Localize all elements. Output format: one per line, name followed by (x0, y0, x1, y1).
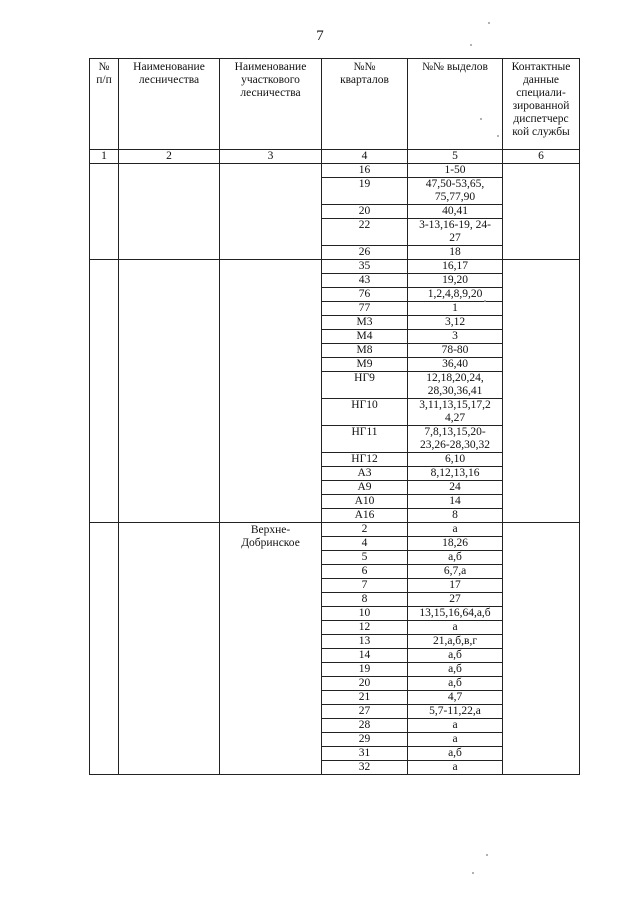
scan-speck (484, 300, 486, 302)
header-district: Наименование участкового лесничества (220, 59, 322, 150)
scan-speck (486, 854, 488, 856)
allotment-cell: 3,11,13,15,17,2 4,27 (408, 399, 503, 426)
district-cell (220, 260, 322, 523)
allotment-cell: 17 (408, 579, 503, 593)
allotment-cell: а (408, 761, 503, 775)
contacts-cell (503, 164, 580, 260)
allotment-cell: 47,50-53,65, 75,77,90 (408, 178, 503, 205)
table-row (90, 260, 580, 274)
allotment-cell: 18,26 (408, 537, 503, 551)
allotment-cell: 7,8,13,15,20- 23,26-28,30,32 (408, 426, 503, 453)
quarter-cell: А10 (322, 495, 408, 509)
scan-speck (470, 44, 472, 46)
scan-speck (488, 22, 490, 24)
quarter-cell: М3 (322, 316, 408, 330)
forestry-cell (119, 523, 220, 775)
quarter-cell: 35 (322, 260, 408, 274)
allotment-cell: а,б (408, 649, 503, 663)
page-number: 7 (316, 28, 324, 44)
column-number: 3 (220, 150, 322, 164)
district-cell: Верхне- Добринское (220, 523, 322, 775)
quarter-cell: А9 (322, 481, 408, 495)
allotment-cell: 24 (408, 481, 503, 495)
quarter-cell: 76 (322, 288, 408, 302)
scan-speck (472, 872, 474, 874)
allotment-cell: а (408, 523, 503, 537)
quarter-cell: НГ9 (322, 372, 408, 399)
column-number: 6 (503, 150, 580, 164)
quarter-cell: 20 (322, 677, 408, 691)
quarter-cell: 29 (322, 733, 408, 747)
quarter-cell: 14 (322, 649, 408, 663)
quarter-cell: НГ12 (322, 453, 408, 467)
allotment-cell: 21,а,б,в,г (408, 635, 503, 649)
quarter-cell: 5 (322, 551, 408, 565)
quarter-cell: 22 (322, 219, 408, 246)
quarter-cell: 7 (322, 579, 408, 593)
allotment-cell: 1 (408, 302, 503, 316)
quarter-cell: 21 (322, 691, 408, 705)
allotment-cell: 18 (408, 246, 503, 260)
quarter-cell: 28 (322, 719, 408, 733)
allotment-cell: а (408, 621, 503, 635)
allotment-cell: 5,7-11,22,а (408, 705, 503, 719)
allotment-cell: 12,18,20,24, 28,30,36,41 (408, 372, 503, 399)
contacts-cell (503, 523, 580, 775)
forestry-table (89, 58, 580, 775)
num-cell (90, 260, 119, 523)
quarter-cell: М8 (322, 344, 408, 358)
allotment-cell: 78-80 (408, 344, 503, 358)
table-row (90, 164, 580, 178)
quarter-cell: А3 (322, 467, 408, 481)
allotment-cell: 16,17 (408, 260, 503, 274)
num-cell (90, 523, 119, 775)
allotment-cell: 36,40 (408, 358, 503, 372)
column-number: 5 (408, 150, 503, 164)
forestry-cell (119, 164, 220, 260)
header-forestry: Наименование лесничества (119, 59, 220, 150)
header-num: № п/п (90, 59, 119, 150)
quarter-cell: НГ11 (322, 426, 408, 453)
contacts-cell (503, 260, 580, 523)
allotment-cell: 1,2,4,8,9,20 (408, 288, 503, 302)
allotment-cell: 14 (408, 495, 503, 509)
quarter-cell: 13 (322, 635, 408, 649)
quarter-cell: М9 (322, 358, 408, 372)
num-cell (90, 164, 119, 260)
quarter-cell: 16 (322, 164, 408, 178)
quarter-cell: НГ10 (322, 399, 408, 426)
header-allotments: №№ выделов (408, 59, 503, 150)
quarter-cell: 8 (322, 593, 408, 607)
quarter-cell: 12 (322, 621, 408, 635)
column-number: 1 (90, 150, 119, 164)
column-number: 2 (119, 150, 220, 164)
allotment-cell: а (408, 719, 503, 733)
quarter-cell: 10 (322, 607, 408, 621)
forestry-cell (119, 260, 220, 523)
quarter-cell: 19 (322, 663, 408, 677)
header-row (90, 59, 580, 150)
quarter-cell: 27 (322, 705, 408, 719)
allotment-cell: 40,41 (408, 205, 503, 219)
quarter-cell: 6 (322, 565, 408, 579)
scan-speck (497, 135, 499, 137)
quarter-cell: 32 (322, 761, 408, 775)
quarter-cell: 43 (322, 274, 408, 288)
table-row (90, 523, 580, 537)
allotment-cell: 8,12,13,16 (408, 467, 503, 481)
allotment-cell: 1-50 (408, 164, 503, 178)
column-number-row (90, 150, 580, 164)
quarter-cell: 4 (322, 537, 408, 551)
allotment-cell: а (408, 733, 503, 747)
quarter-cell: 2 (322, 523, 408, 537)
header-quarters: №№ кварталов (322, 59, 408, 150)
quarter-cell: 77 (322, 302, 408, 316)
allotment-cell: 8 (408, 509, 503, 523)
allotment-cell: 27 (408, 593, 503, 607)
quarter-cell: 26 (322, 246, 408, 260)
district-cell (220, 164, 322, 260)
quarter-cell: М4 (322, 330, 408, 344)
quarter-cell: 19 (322, 178, 408, 205)
column-number: 4 (322, 150, 408, 164)
allotment-cell: а,б (408, 677, 503, 691)
allotment-cell: 3,12 (408, 316, 503, 330)
allotment-cell: 19,20 (408, 274, 503, 288)
quarter-cell: А16 (322, 509, 408, 523)
allotment-cell: а,б (408, 747, 503, 761)
allotment-cell: 3 (408, 330, 503, 344)
header-contacts: Контактные данные специали-зированной диспетчерс кой службы (503, 59, 580, 150)
scan-speck (480, 118, 482, 120)
allotment-cell: а,б (408, 663, 503, 677)
allotment-cell: 13,15,16,64,а,б (408, 607, 503, 621)
allotment-cell: 6,10 (408, 453, 503, 467)
quarter-cell: 31 (322, 747, 408, 761)
allotment-cell: 6,7,а (408, 565, 503, 579)
allotment-cell: 3-13,16-19, 24- 27 (408, 219, 503, 246)
quarter-cell: 20 (322, 205, 408, 219)
allotment-cell: 4,7 (408, 691, 503, 705)
allotment-cell: а,б (408, 551, 503, 565)
